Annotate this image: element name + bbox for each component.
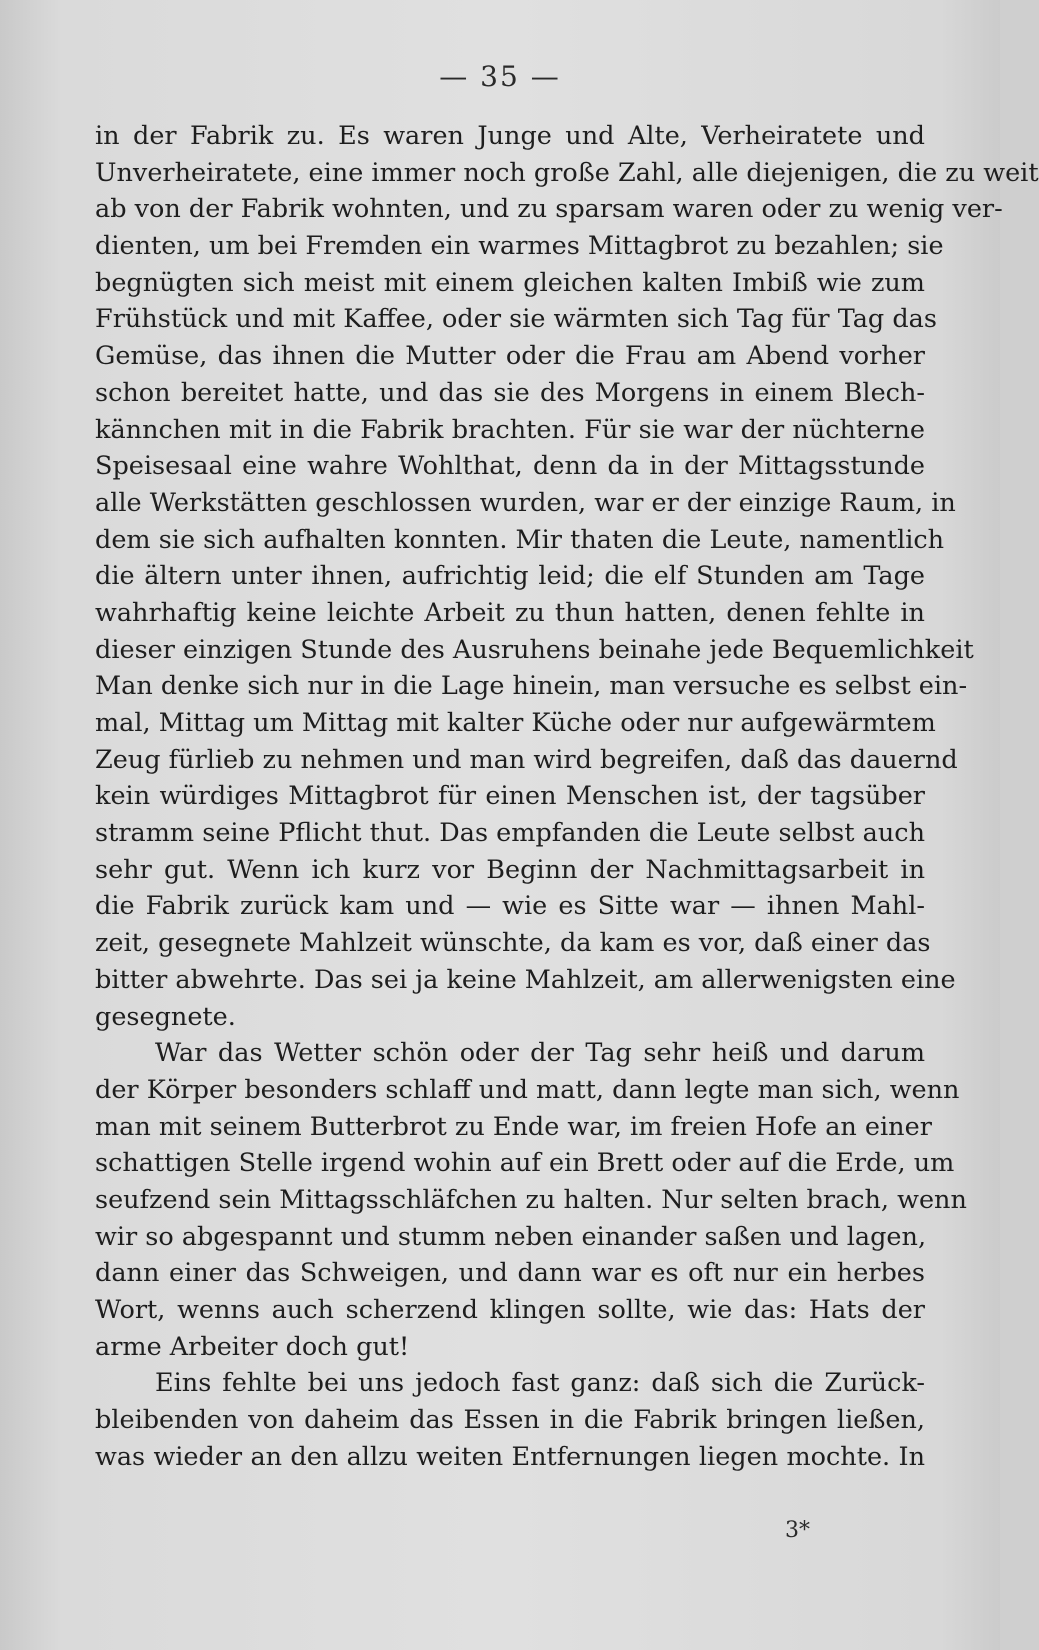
- text-line: dem sie sich aufhalten konnten. Mir thaten die Leute, namentlich: [95, 524, 945, 555]
- text-line: dieser einzigen Stunde des Ausruhens beinahe jede Bequemlichkeit: [95, 634, 974, 665]
- text-line: Gemüse, das ihnen die Mutter oder die Frau am Abend vorher: [95, 341, 925, 372]
- text-line: kännchen mit in die Fabrik brachten. Für sie war der nüchterne: [95, 414, 925, 445]
- text-line: stramm seine Pflicht thut. Das empfanden die Leute selbst auch: [95, 818, 925, 849]
- text-line: wir so abgespannt und stumm neben einander saßen und lagen,: [95, 1221, 927, 1252]
- text-line: War das Wetter schön oder der Tag sehr heiß und darum: [155, 1038, 925, 1069]
- text-line: seufzend sein Mittagsschläfchen zu halten. Nur selten brach, wenn: [95, 1184, 967, 1215]
- signature-mark: 3*: [785, 1518, 810, 1543]
- text-line: dienten, um bei Fremden ein warmes Mittagbrot zu bezahlen; sie: [95, 231, 944, 262]
- text-line: schon bereitet hatte, und das sie des Morgens in einem Blech-: [95, 377, 925, 408]
- text-line: man mit seinem Butterbrot zu Ende war, im freien Hofe an einer: [95, 1111, 932, 1142]
- text-line: sehr gut. Wenn ich kurz vor Beginn der Nachmittagsarbeit in: [95, 854, 925, 885]
- text-line: begnügten sich meist mit einem gleichen kalten Imbiß wie zum: [95, 267, 925, 298]
- text-line: Speisesaal eine wahre Wohlthat, denn da in der Mittagsstunde: [95, 451, 925, 482]
- text-line: Eins fehlte bei uns jedoch fast ganz: daß sich die Zurück-: [155, 1368, 925, 1399]
- page-number: — 35 —: [439, 60, 561, 93]
- text-line: gesegnete.: [95, 1001, 236, 1032]
- text-line: kein würdiges Mittagbrot für einen Menschen ist, der tagsüber: [95, 781, 925, 812]
- text-line: zeit, gesegnete Mahlzeit wünschte, da kam es vor, daß einer das: [95, 928, 931, 959]
- text-line: wahrhaftig keine leichte Arbeit zu thun hatten, denen fehlte in: [95, 597, 925, 628]
- text-line: alle Werkstätten geschlossen wurden, war er der einzige Raum, in: [95, 487, 956, 518]
- text-line: die ältern unter ihnen, aufrichtig leid; die elf Stunden am Tage: [95, 561, 925, 592]
- text-line: dann einer das Schweigen, und dann war es oft nur ein herbes: [95, 1258, 925, 1289]
- text-line: Wort, wenns auch scherzend klingen sollte, wie das: Hats der: [95, 1295, 925, 1325]
- text-line: der Körper besonders schlaff und matt, dann legte man sich, wenn: [95, 1074, 960, 1105]
- text-line: Zeug fürlieb zu nehmen und man wird begreifen, daß das dauernd: [95, 744, 958, 775]
- text-line: mal, Mittag um Mittag mit kalter Küche oder nur aufgewärmtem: [95, 708, 936, 738]
- text-line: in der Fabrik zu. Es waren Junge und Alte, Verheiratete und: [95, 121, 925, 151]
- text-line: schattigen Stelle irgend wohin auf ein Brett oder auf die Erde, um: [95, 1148, 955, 1179]
- body-text: [95, 118, 1039, 1475]
- text-line: die Fabrik zurück kam und — wie es Sitte war — ihnen Mahl-: [95, 891, 925, 922]
- text-line: bleibenden von daheim das Essen in die Fabrik bringen ließen,: [95, 1405, 925, 1436]
- text-line: was wieder an den allzu weiten Entfernungen liegen mochte. In: [95, 1441, 925, 1472]
- text-line: Unverheiratete, eine immer noch große Zahl, alle diejenigen, die zu weit: [95, 157, 1039, 188]
- text-line: Man denke sich nur in die Lage hinein, man versuche es selbst ein-: [95, 671, 968, 702]
- text-line: arme Arbeiter doch gut!: [95, 1331, 410, 1362]
- text-line: bitter abwehrte. Das sei ja keine Mahlzeit, am allerwenigsten eine: [95, 964, 956, 995]
- text-line: ab von der Fabrik wohnten, und zu sparsam waren oder zu wenig ver-: [95, 194, 1003, 225]
- text-line: Frühstück und mit Kaffee, oder sie wärmten sich Tag für Tag das: [95, 304, 937, 335]
